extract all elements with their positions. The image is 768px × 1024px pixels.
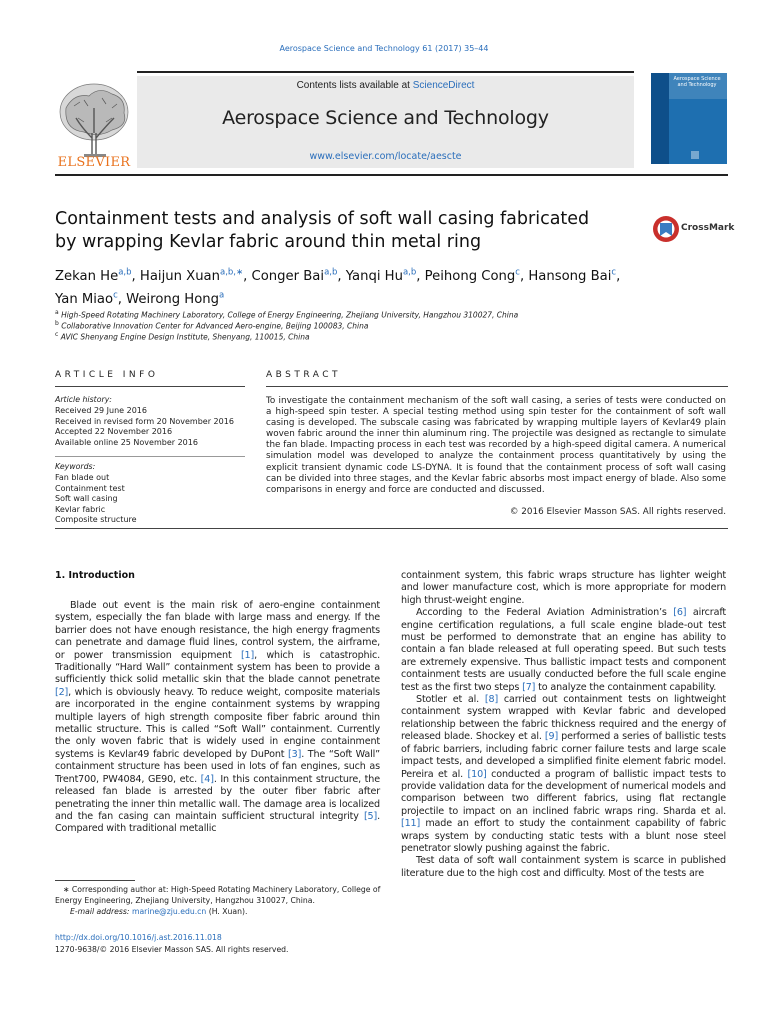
- author-name: Weirong Hong: [126, 291, 220, 307]
- paragraph: [55, 600, 380, 836]
- header-rule-bottom: [55, 174, 728, 176]
- sciencedirect-link[interactable]: ScienceDirect: [412, 80, 475, 91]
- keyword-item: Kevlar fabric: [55, 504, 106, 514]
- author-name: Yan Miao: [55, 291, 114, 307]
- author-name: Yanqi Hu: [345, 269, 403, 285]
- article-info-rule: [55, 386, 245, 387]
- crossmark-label: CrossMark: [681, 223, 735, 233]
- abstract-copyright: © 2016 Elsevier Masson SAS. All rights reserved.: [509, 507, 726, 517]
- abstract-rule: [266, 386, 728, 387]
- history-item: Available online 25 November 2016: [55, 437, 198, 447]
- footnote-star: ∗: [63, 885, 70, 894]
- crossmark-button[interactable]: [652, 214, 735, 244]
- author-affiliation-marker[interactable]: a,b: [118, 268, 132, 278]
- abstract-heading: ABSTRACT: [266, 370, 342, 380]
- paragraph: [401, 607, 726, 694]
- article-title: [55, 208, 615, 254]
- contents-line: [137, 80, 634, 91]
- author-name: Conger Bai: [251, 269, 325, 285]
- affiliation-marker: c: [55, 331, 59, 338]
- email-suffix: (H. Xuan).: [206, 907, 248, 916]
- footnote-corresponding: Corresponding author at: High-Speed Rotating Machinery Laboratory, College of Energy Engineering, Zhejiang University, Hangzhou 310027, China.: [55, 885, 381, 905]
- article-info-heading: ARTICLE INFO: [55, 370, 159, 380]
- issn-copyright: 1270-9638/© 2016 Elsevier Masson SAS. All rights reserved.: [55, 945, 289, 954]
- email-label: E-mail address:: [70, 907, 132, 916]
- publisher-logo-text: ELSEVIER: [57, 155, 131, 168]
- journal-title: Aerospace Science and Technology: [222, 107, 549, 129]
- journal-cover-thumbnail[interactable]: [651, 73, 727, 164]
- body-text: Blade out event is the main risk of aero-engine containment system, especially the fan blade with large mass and energy. If the barrier does not have enough resistance, the high energy fragments can penetrate and damage fluid lines, control system, the airframe, or power transmission equipment: [55, 600, 380, 661]
- affiliation-text: AVIC Shenyang Engine Design Institute, Shenyang, 110015, China: [60, 332, 310, 342]
- author-line-2: [55, 292, 224, 307]
- body-text: containment system, this fabric wraps structure has lighter weight and lower manufacture cost, which is more appropriate for modern high thrust-weight engine.: [401, 570, 726, 606]
- crossmark-icon: [652, 214, 680, 244]
- body-text: . In this containment structure, the released fan blade is arrested by the outer fiber fabric after penetrating the inner thin metallic wall. The damage area is localized and the fan casing can maintain sufficient structural integrity: [55, 773, 380, 822]
- history-list: [55, 406, 255, 448]
- body-text: aircraft engine certification regulations, a full scale engine blade-out test must be performed to demonstrate that an engine has ability to contain a fan blade released at full operating speed. But such tests are extremely expensive. Thus ballistic impact tests and component containment tests are usually conducted before the full scale engine test as the first two steps: [401, 607, 726, 693]
- author-line-1: [55, 269, 620, 284]
- journal-reference[interactable]: Aerospace Science and Technology 61 (2017) 35–44: [279, 44, 489, 53]
- paragraph: [401, 855, 726, 880]
- citation-link[interactable]: [11]: [401, 818, 421, 830]
- author-separator: ,: [416, 269, 425, 285]
- citation-link[interactable]: [7]: [522, 681, 536, 693]
- body-text: conducted a program of ballistic impact tests to provide validation data for the development of numerical models and comparison between two different fabrics, using flat rectangle projectile to impact on an inclined fabric wraps ring. Sharda et al.: [401, 768, 726, 817]
- keyword-item: Containment test: [55, 483, 125, 493]
- citation-link[interactable]: [10]: [467, 768, 487, 780]
- body-text: carried out containment tests on lightweight containment system wrapped with Kevlar fabric and developed relationship between the fabric thickness required and the energy of released blade. Shockey et al.: [401, 694, 726, 743]
- author-name: Zekan He: [55, 269, 119, 285]
- affiliation-a: [55, 309, 518, 320]
- title-line-2: by wrapping Kevlar fabric around thin metal ring: [55, 232, 482, 252]
- body-text: According to the Federal Aviation Administration’s: [416, 607, 674, 619]
- body-text: . The “Soft Wall” containment structure has been used in lots of fan engines, such as Trent700, PW4084, GE90, etc.: [55, 748, 380, 785]
- author-affiliation-marker[interactable]: a: [219, 290, 225, 301]
- paragraph: [401, 694, 726, 855]
- author-separator: ,: [243, 269, 252, 285]
- affiliation-text: High-Speed Rotating Machinery Laboratory, College of Energy Engineering, Zhejiang University, Hangzhou 310027, China: [61, 310, 519, 320]
- history-item: Received 29 June 2016: [55, 406, 147, 415]
- author-separator: ,: [616, 269, 621, 285]
- history-label: Article history:: [55, 395, 112, 404]
- author-list: [55, 264, 675, 309]
- author-affiliation-marker[interactable]: a,b,∗: [220, 268, 244, 278]
- body-text: made an effort to study the containment capability of fabric wraps system by conducting static tests with a blunt nose steel penetrator slowly pushing against the fabric.: [401, 818, 726, 854]
- contents-prefix: Contents lists available at: [296, 80, 413, 91]
- author-affiliation-marker[interactable]: c: [113, 290, 118, 301]
- author-name: Haijun Xuan: [139, 269, 220, 285]
- history-item: Accepted 22 November 2016: [55, 427, 173, 436]
- history-item: Received in revised form 20 November 2016: [55, 416, 234, 426]
- body-text: , which is catastrophic. Traditionally “Hard Wall” containment system has been to provide a sufficiently thick solid metallic skin that the blade cannot penetrate: [55, 649, 380, 686]
- footnote-rule: [55, 880, 135, 881]
- keywords-label: Keywords:: [55, 462, 96, 471]
- header-rule-top: [137, 71, 634, 73]
- citation-link[interactable]: [2]: [55, 686, 69, 698]
- affiliation-b: [55, 320, 368, 331]
- abstract-text: To investigate the containment mechanism of the soft wall casing, a series of tests were conducted on a high-speed spin tester. A special testing method using spin tester for the containment of soft wall casing is developed. The subscale casing was fabricated by wrapping multiple layers of Kevlar49 plain woven fabric around the inner thin aluminum ring. The projectile was designed as rectangle to simulate the fan blade. Impacting process in each test was recorded by a high-speed digital camera. A numerical simulation model was developed to analyze the containment process quantitatively by using the explicit transient dynamic code LS-DYNA. It is found that the containment process of soft wall casing can be divided into three stages, and the Kevlar fabric absorbs most impact energy of blade. Also some comparisons in energy and force are conducted and discussed.: [266, 396, 726, 495]
- elsevier-logo: [54, 78, 134, 168]
- tree-icon: [60, 84, 128, 157]
- keywords-rule: [55, 456, 245, 457]
- abstract-bottom-rule: [55, 528, 728, 529]
- right-column-body: [401, 570, 726, 880]
- corresponding-author-footnote: [55, 884, 385, 917]
- keyword-item: Composite structure: [55, 515, 137, 524]
- citation-link[interactable]: [9]: [544, 731, 559, 743]
- affiliation-text: Collaborative Innovation Center for Advanced Aero-engine, Beijing 100083, China: [61, 321, 369, 331]
- section-heading-introduction: 1. Introduction: [55, 570, 135, 581]
- citation-link[interactable]: [1]: [240, 649, 255, 661]
- author-affiliation-marker[interactable]: c: [611, 268, 617, 278]
- body-text: Stotler et al.: [416, 694, 485, 706]
- email-link[interactable]: marine@zju.edu.cn: [131, 907, 207, 916]
- keyword-item: Fan blade out: [55, 473, 110, 482]
- body-text: Test data of soft wall containment system is scarce in published literature due to the high cost and difficulty. Most of the tests are: [401, 855, 726, 879]
- keywords-list: [55, 473, 255, 526]
- author-name: Hansong Bai: [528, 269, 612, 285]
- citation-link[interactable]: [8]: [484, 694, 499, 706]
- body-text: performed a series of ballistic tests of fabric barriers, including fabric corner failure tests and large scale impact tests, and developed a simplified finite element fabric model. Pereira et al.: [401, 731, 726, 780]
- cover-title: Aerospace Science and Technology: [673, 76, 721, 88]
- left-column-body: [55, 600, 380, 836]
- author-separator: ,: [131, 269, 140, 285]
- keyword-item: Soft wall casing: [55, 494, 118, 503]
- citation-link[interactable]: [4]: [200, 773, 214, 785]
- affiliation-marker: b: [55, 320, 59, 327]
- author-name: Peihong Cong: [424, 269, 516, 285]
- affiliation-c: [55, 331, 310, 342]
- author-separator: ,: [519, 269, 529, 285]
- journal-url-link[interactable]: www.elsevier.com/locate/aescte: [309, 151, 462, 162]
- body-text: . Compared with traditional metallic: [55, 810, 380, 835]
- affiliation-marker: a: [55, 309, 59, 316]
- citation-link[interactable]: [5]: [363, 810, 378, 822]
- author-affiliation-marker[interactable]: a,b: [324, 268, 338, 278]
- author-affiliation-marker[interactable]: c: [515, 268, 520, 278]
- body-text: to analyze the containment capability.: [535, 681, 717, 693]
- doi-link[interactable]: http://dx.doi.org/10.1016/j.ast.2016.11.018: [55, 933, 222, 942]
- title-line-1: Containment tests and analysis of soft wall casing fabricated: [55, 209, 590, 229]
- citation-link[interactable]: [3]: [288, 748, 302, 760]
- author-separator: ,: [117, 291, 127, 307]
- author-affiliation-marker[interactable]: a,b: [402, 268, 417, 278]
- body-text: , which is obviously heavy. To reduce weight, composite materials are incorporated in the engine containment systems by wrapping multiple layers of high strength composite fiber fabric around thin metallic structure. This is called “Soft Wall” containment. Currently the only woven fabric that is widely used in engine containment systems is Kevlar49 fabric developed by DuPont: [55, 686, 380, 760]
- author-separator: ,: [337, 269, 346, 285]
- paragraph: [401, 570, 726, 607]
- citation-link[interactable]: [6]: [673, 607, 687, 619]
